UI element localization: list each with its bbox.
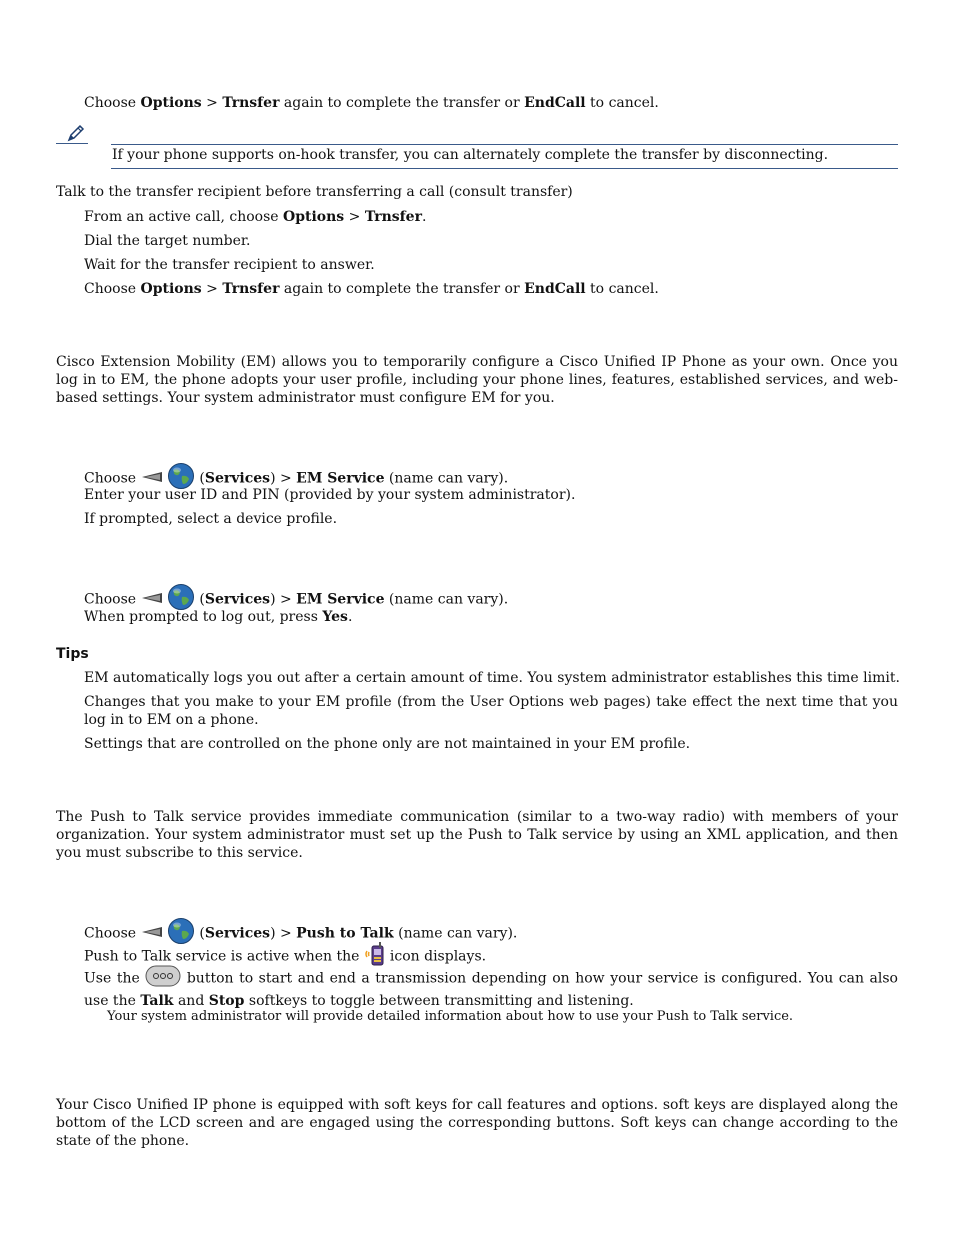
services-label: Services [204,470,271,487]
text: ( [194,470,205,487]
text: (name can vary). [384,470,509,487]
text: Use the [84,970,146,987]
note-text: If your phone supports on-hook transfer, you can alternately complete the transfer by disconnecting. [112,147,829,163]
text: again to complete the transfer or [279,95,525,111]
text: From an active call, choose [84,209,283,225]
services-label: Services [204,591,271,608]
transfer-step [84,94,659,112]
em-login-step-3: If prompted, select a device profile. [84,511,338,527]
text: Choose [84,95,141,111]
ptt-note: Your system administrator will provide detailed information about how to use your Push to Talk service. [107,1009,794,1024]
consult-step-4 [84,280,659,298]
trnsfer-label: Trnsfer [222,95,280,111]
text: ) > [270,470,297,487]
services-label: Services [204,925,271,942]
em-intro: Cisco Extension Mobility (EM) allows you to temporarily configure a Cisco Unified IP Phone as your own. Once you log in to EM, the phone adopts your user profile, including your phone lines, features, established services, and web-based settings. Your system administrator must configure EM for you. [56,354,898,406]
tip-item: Settings that are controlled on the phone only are not maintained in your EM profile. [84,736,691,752]
consult-step-3: Wait for the transfer recipient to answer. [84,257,375,273]
endcall-label: EndCall [524,95,586,111]
text: ( [194,591,205,608]
text: again to complete the transfer or [279,281,525,297]
consult-step-2: Dial the target number. [84,233,251,249]
options-label: Options [140,281,202,297]
stop-label: Stop [208,993,245,1009]
back-arrow-icon [141,591,163,609]
text: > [201,281,223,297]
em-logout-step-2 [84,608,352,626]
ptt-step-3 [84,965,898,1010]
text: (name can vary). [384,591,509,608]
note-divider [111,144,898,145]
tips-heading: Tips [56,646,89,662]
text: Choose [84,925,141,942]
em-login-step-2: Enter your user ID and PIN (provided by your system administrator). [84,487,576,503]
tip-item: EM automatically logs you out after a certain amount of time. You system administrator establishes this time limit. [84,670,900,686]
select-button-icon [145,965,181,992]
text: ) > [270,591,297,608]
text: softkeys to toggle between transmitting and listening. [244,993,634,1009]
note-divider [56,143,88,144]
trnsfer-label: Trnsfer [364,209,422,225]
text: . [421,209,427,225]
text: Push to Talk service is active when the [84,948,364,965]
text: When prompted to log out, press [84,609,323,625]
text: to cancel. [585,95,659,111]
text: > [201,95,223,111]
text: ) > [270,925,297,942]
talk-label: Talk [140,993,174,1009]
em-service-label: EM Service [296,591,385,608]
ptt-intro: The Push to Talk service provides immediate communication (similar to a two-way radio) with members of your organization. Your system administrator must set up the Push to Talk service by using an XML application, and then you must subscribe to this service. [56,809,898,861]
push-to-talk-label: Push to Talk [296,925,394,942]
yes-label: Yes [322,609,348,625]
trnsfer-label: Trnsfer [222,281,280,297]
consult-step-1 [84,208,426,226]
text: Choose [84,470,141,487]
note-divider [111,168,898,169]
em-service-label: EM Service [296,470,385,487]
softkeys-intro: Your Cisco Unified IP phone is equipped with soft keys for call features and options. soft keys are displayed along the bottom of the LCD screen and are engaged using the corresponding buttons. Soft keys can change according to the state of the phone. [56,1097,898,1149]
back-arrow-icon [141,470,163,488]
text: Choose [84,591,141,608]
pencil-icon [66,124,86,148]
back-arrow-icon [141,925,163,943]
text: ( [194,925,205,942]
text: button to start and end a transmission depending on how your service is configured. You can also use the [84,970,898,1009]
text: Choose [84,281,141,297]
text: icon displays. [389,948,487,965]
text: and [173,993,209,1009]
text: to cancel. [585,281,659,297]
tip-item: Changes that you make to your EM profile (from the User Options web pages) take effect the next time that you log in to EM on a phone. [84,694,898,728]
options-label: Options [283,209,345,225]
consult-title: Talk to the transfer recipient before transferring a call (consult transfer) [56,184,573,200]
text: (name can vary). [393,925,518,942]
text: . [347,609,353,625]
text: > [344,209,365,225]
endcall-label: EndCall [524,281,586,297]
options-label: Options [140,95,202,111]
